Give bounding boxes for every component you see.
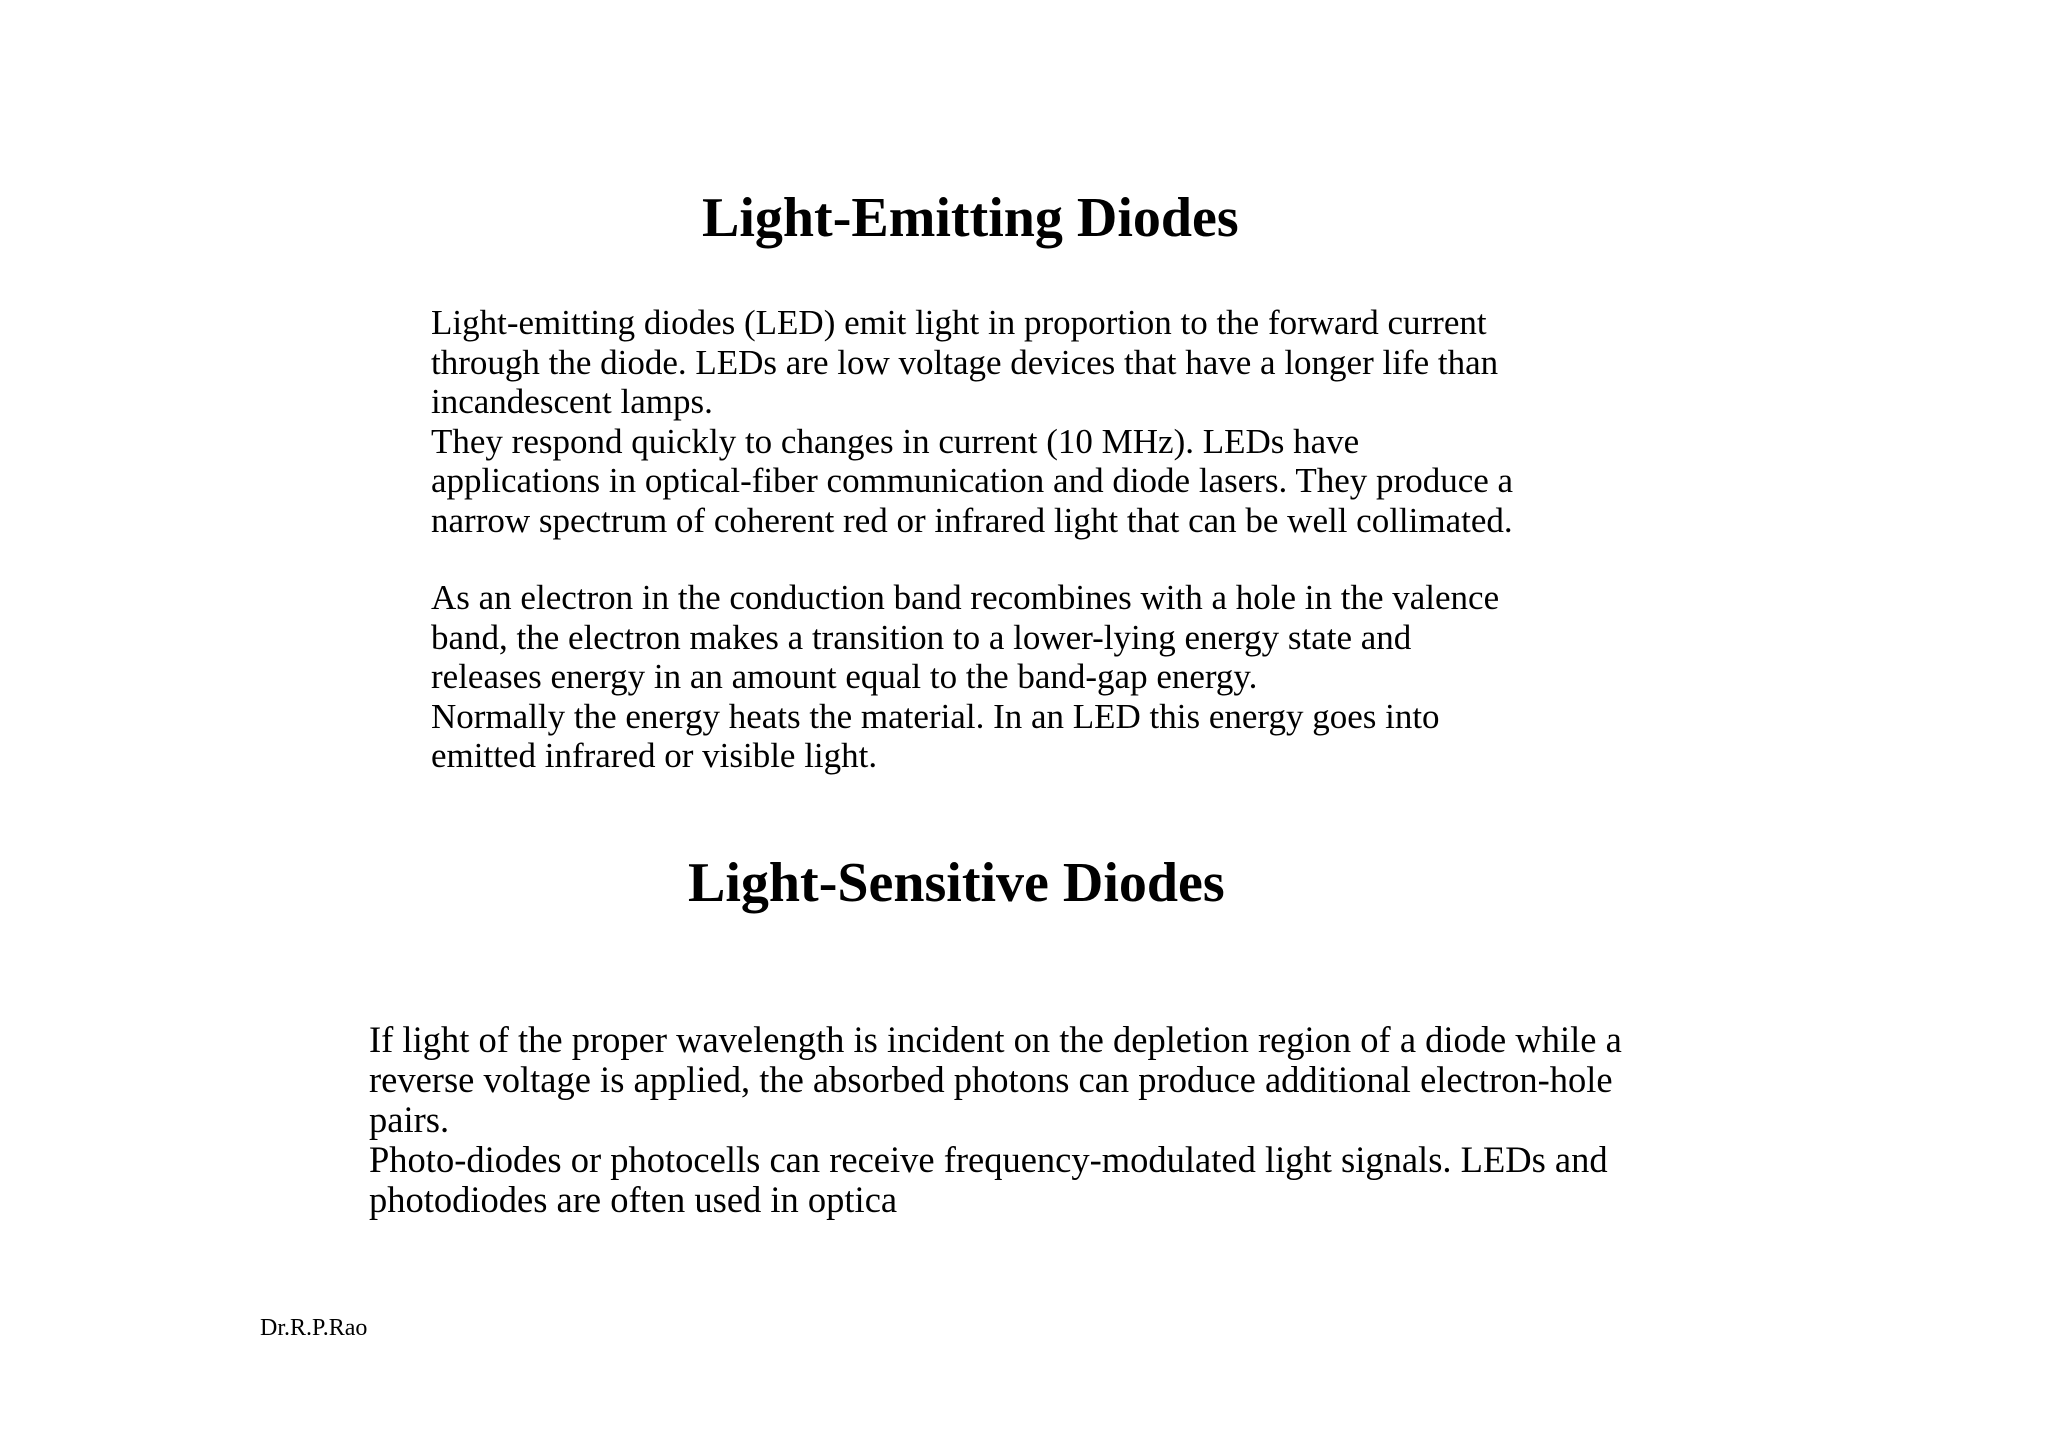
text-line: applications in optical-fiber communication and diode lasers. They produce a <box>431 461 1514 500</box>
text-line: reverse voltage is applied, the absorbed photons can produce additional electron-hole <box>369 1059 1613 1100</box>
text-line: As an electron in the conduction band recombines with a hole in the valence <box>431 578 1500 617</box>
text-line: band, the electron makes a transition to a lower-lying energy state and <box>431 617 1412 657</box>
text-line: emitted infrared or visible light. <box>431 736 878 775</box>
section-title-light-sensitive-diodes: Light-Sensitive Diodes <box>688 852 1225 914</box>
text-line: Light-emitting diodes (LED) emit light in proportion to the forward current <box>431 303 1487 342</box>
text-line: They respond quickly to changes in current (10 MHz). LEDs have <box>431 421 1360 461</box>
text-line: incandescent lamps. <box>431 382 713 421</box>
led-paragraph-1 <box>431 303 1513 540</box>
section-title-light-emitting-diodes: Light-Emitting Diodes <box>702 187 1239 249</box>
text-line: narrow spectrum of coherent red or infrared light that can be well collimated. <box>431 500 1513 540</box>
text-line: through the diode. LEDs are low voltage devices that have a longer life than <box>431 342 1499 382</box>
text-line: releases energy in an amount equal to the band-gap energy. <box>431 657 1258 696</box>
led-paragraph-2 <box>431 578 1499 776</box>
text-line: photodiodes are often used in optica <box>369 1179 898 1220</box>
text-line: pairs. <box>369 1099 450 1140</box>
text-line: Normally the energy heats the material. In an LED this energy goes into <box>431 696 1440 736</box>
footer-author: Dr.R.P.Rao <box>260 1315 368 1341</box>
text-line: If light of the proper wavelength is incident on the depletion region of a diode while a <box>369 1019 1622 1060</box>
text-line: Photo-diodes or photocells can receive frequency-modulated light signals. LEDs and <box>369 1139 1608 1180</box>
photodiode-paragraph <box>369 1020 1622 1220</box>
